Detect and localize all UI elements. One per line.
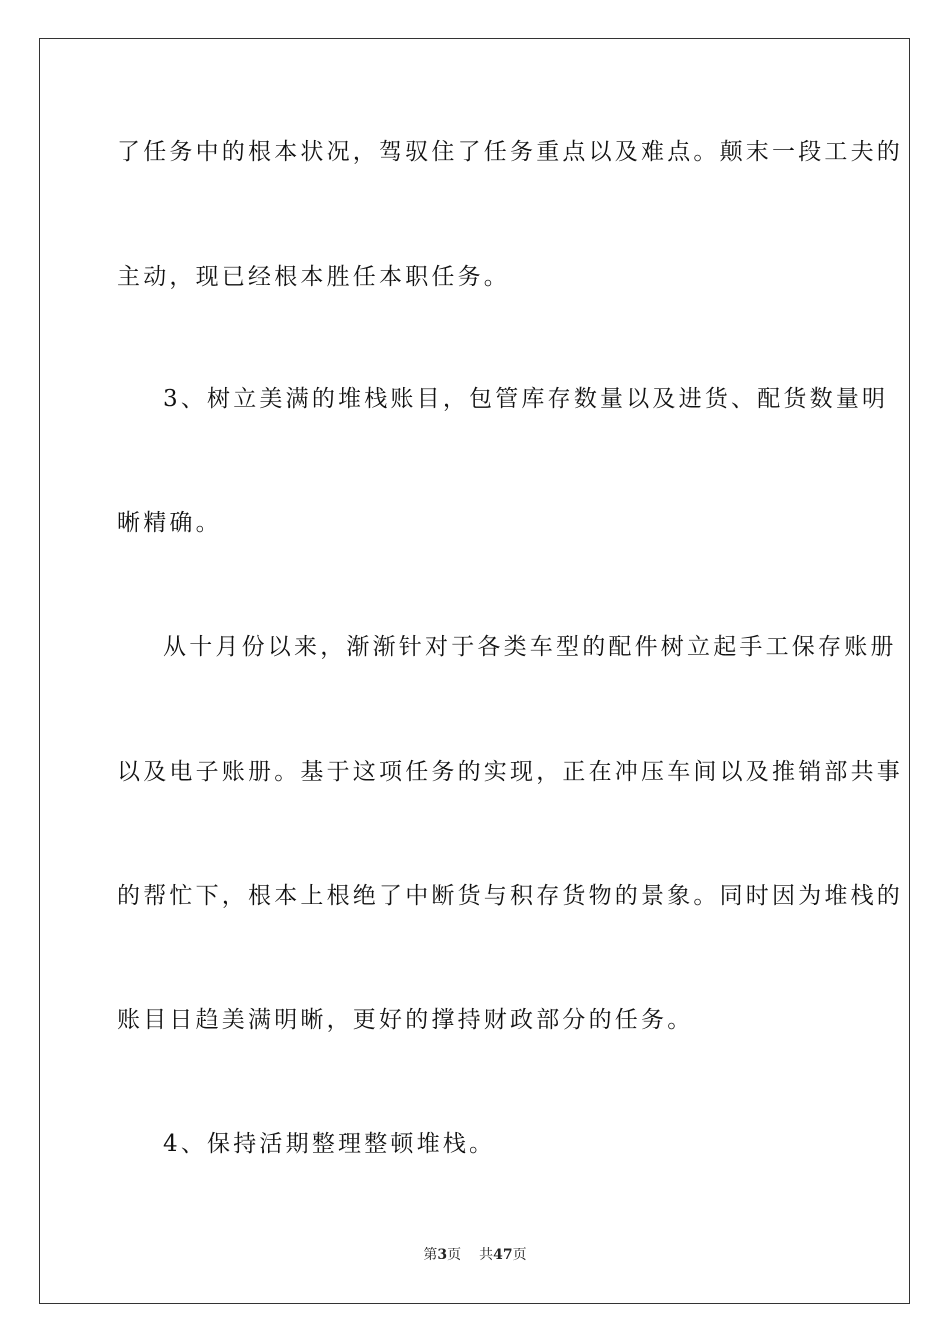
- total-prefix: 共: [479, 1247, 494, 1263]
- total-suffix: 页: [512, 1247, 527, 1263]
- paragraph-line-1: 了任务中的根本状况，驾驭住了任务重点以及难点。颠末一段工夫的: [117, 139, 903, 165]
- total-pages: 47: [493, 1247, 513, 1263]
- paragraph-line-7: 的帮忙下，根本上根绝了中断货与积存货物的景象。同时因为堆栈的: [117, 883, 903, 909]
- paragraph-line-6: 以及电子账册。基于这项任务的实现，正在冲压车间以及推销部共事: [117, 759, 903, 785]
- page-footer: [0, 1246, 950, 1264]
- paragraph-line-2: 主动，现已经根本胜任本职任务。: [117, 264, 510, 290]
- paragraph-line-5: 从十月份以来，渐渐针对于各类车型的配件树立起手工保存账册: [163, 634, 897, 660]
- paragraph-line-8: 账目日趋美满明晰，更好的撑持财政部分的任务。: [117, 1007, 694, 1033]
- paragraph-line-9: 4、保持活期整理整顿堆栈。: [163, 1131, 496, 1157]
- page-number: 3: [437, 1247, 448, 1263]
- page-prefix: 第: [423, 1247, 438, 1263]
- page-suffix: 页: [447, 1247, 462, 1263]
- paragraph-line-3: 3、树立美满的堆栈账目，包管库存数量以及进货、配货数量明: [163, 386, 889, 412]
- page-border: [39, 38, 910, 1304]
- paragraph-line-4: 晰精确。: [117, 510, 222, 536]
